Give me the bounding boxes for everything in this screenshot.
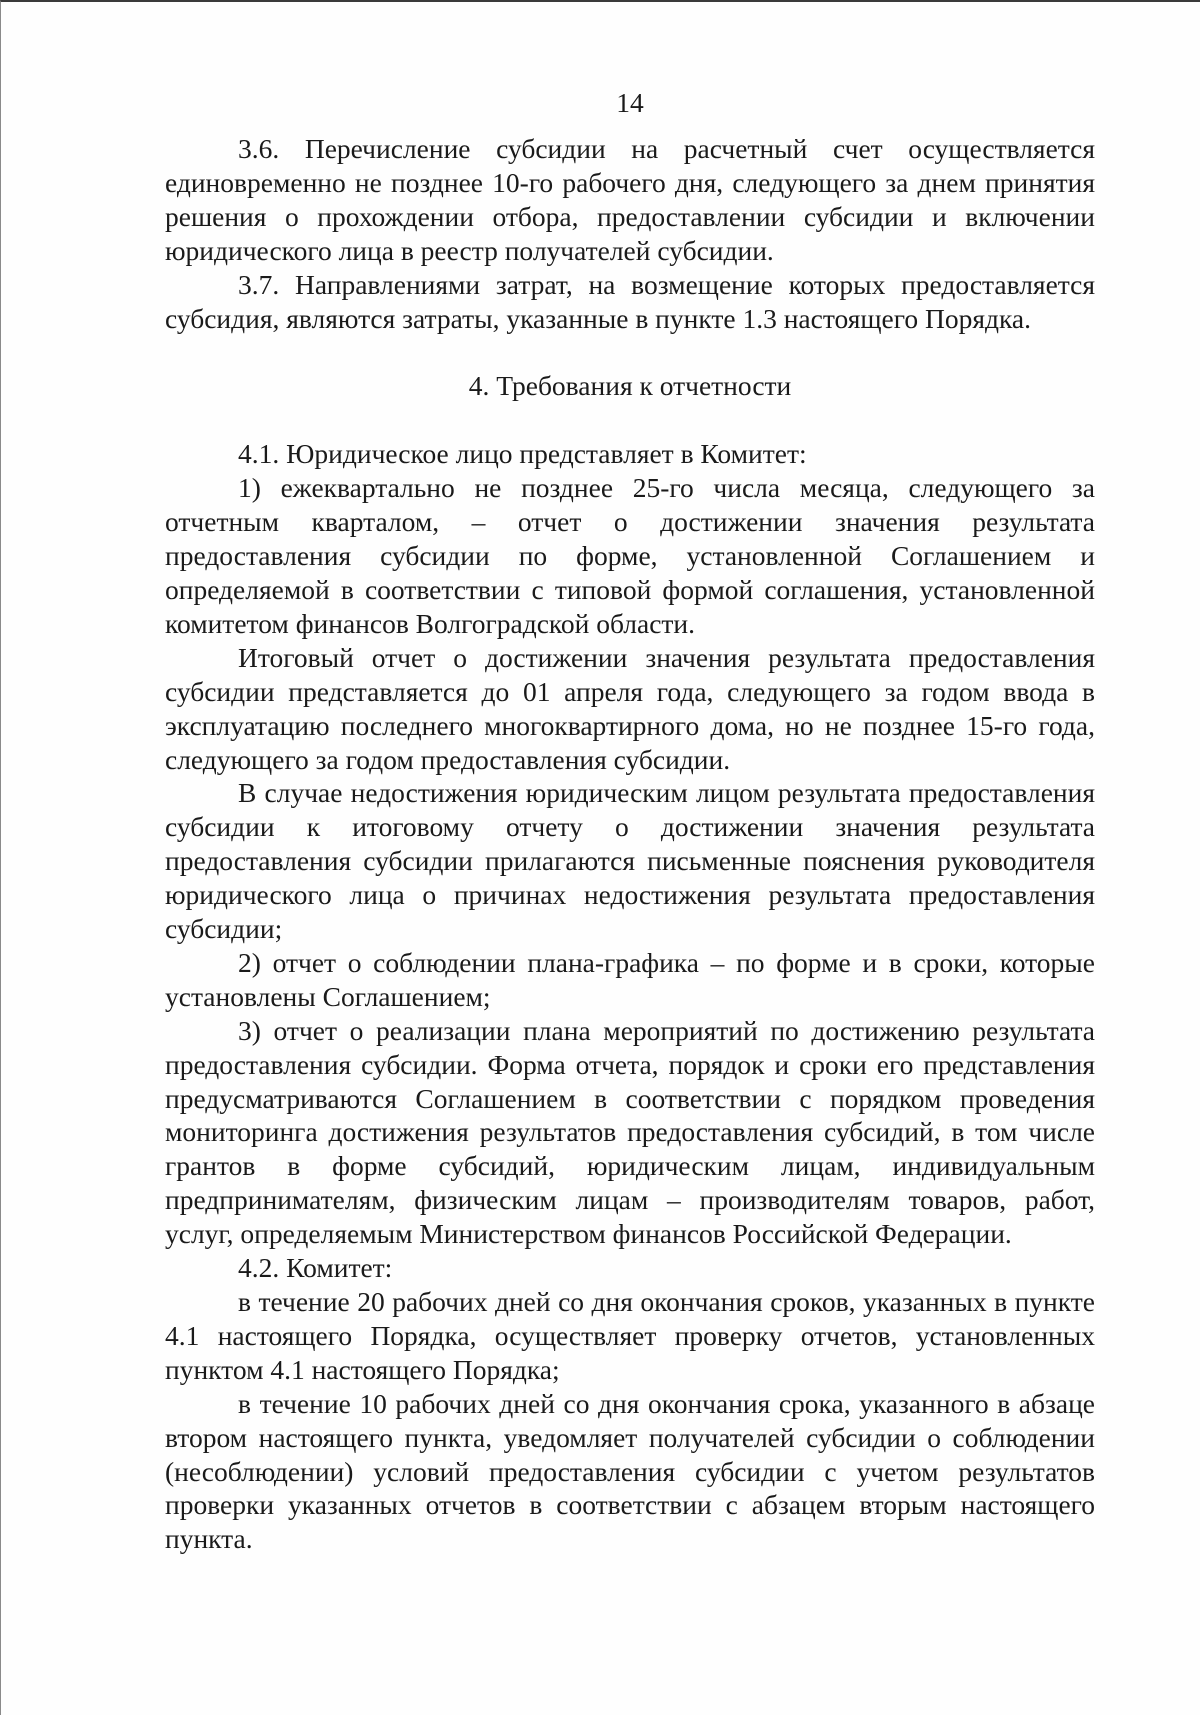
paragraph-4-2-notify: в течение 10 рабочих дней со дня окончания срока, указанного в абзаце втором настоящего пункта, уведомляет получателей субсидии о соблюдении (несоблюдении) условий предоставления субсидии с учетом результатов проверки указанных отчетов в соответствии с абзацем вторым настоящего пункта. [165, 1387, 1095, 1555]
paragraph-4-1-item-3: 3) отчет о реализации плана мероприятий по достижению результата предоставления субсидии. Форма отчета, порядок и сроки его представления предусматриваются Соглашением в соответствии с порядком проведения мониторинга достижения результатов предоставления субсидий, в том числе грантов в форме субсидий, юридическим лицам, индивидуальным предпринимателям, физическим лицам – производителям товаров, работ, услуг, определяемым Министерством финансов Российской Федерации. [165, 1014, 1095, 1250]
paragraph-4-1: 4.1. Юридическое лицо представляет в Комитет: [238, 438, 807, 470]
paragraph-4-2-check: в течение 20 рабочих дней со дня окончания сроков, указанных в пункте 4.1 настоящего Порядка, осуществляет проверку отчетов, установленных пунктом 4.1 настоящего Порядка; [165, 1286, 1095, 1385]
paragraph-final-report: Итоговый отчет о достижении значения результата предоставления субсидии представляется до 01 апреля года, следующего за годом ввода в эксплуатацию последнего многоквартирного дома, но не позднее 15-го года, следующего за годом предоставления субсидии. [165, 641, 1095, 775]
section-heading: 4. Требования к отчетности [468, 370, 792, 402]
paragraph-3-7: 3.7. Направлениями затрат, на возмещение которых предоставляется субсидия, являются затраты, указанные в пункте 1.3 настоящего Порядка. [165, 268, 1095, 334]
page-number: 14 [616, 87, 644, 118]
paragraph-4-1-item-2: 2) отчет о соблюдении плана-графика – по форме и в сроки, которые установлены Соглашением; [165, 946, 1095, 1012]
paragraph-4-2: 4.2. Комитет: [238, 1252, 393, 1284]
paragraph-non-achievement: В случае недостижения юридическим лицом результата предоставления субсидии к итоговому отчету о достижении значения результата предоставления субсидии прилагаются письменные пояснения руководителя юридического лица о причинах недостижения результата предоставления субсидии; [165, 777, 1095, 945]
paragraph-3-6: 3.6. Перечисление субсидии на расчетный счет осуществляется единовременно не позднее 10-го рабочего дня, следующего за днем принятия решения о прохождении отбора, предоставлении субсидии и включении юридического лица в реестр получателей субсидии. [165, 133, 1095, 266]
document-body [165, 86, 1095, 1556]
paragraph-4-1-item-1: 1) ежеквартально не позднее 25-го числа месяца, следующего за отчетным кварталом, – отчет о достижении значения результата предоставления субсидии по форме, установленной Соглашением и определяемой в соответствии с типовой формой соглашения, установленной комитетом финансов Волгоградской области. [165, 472, 1095, 639]
